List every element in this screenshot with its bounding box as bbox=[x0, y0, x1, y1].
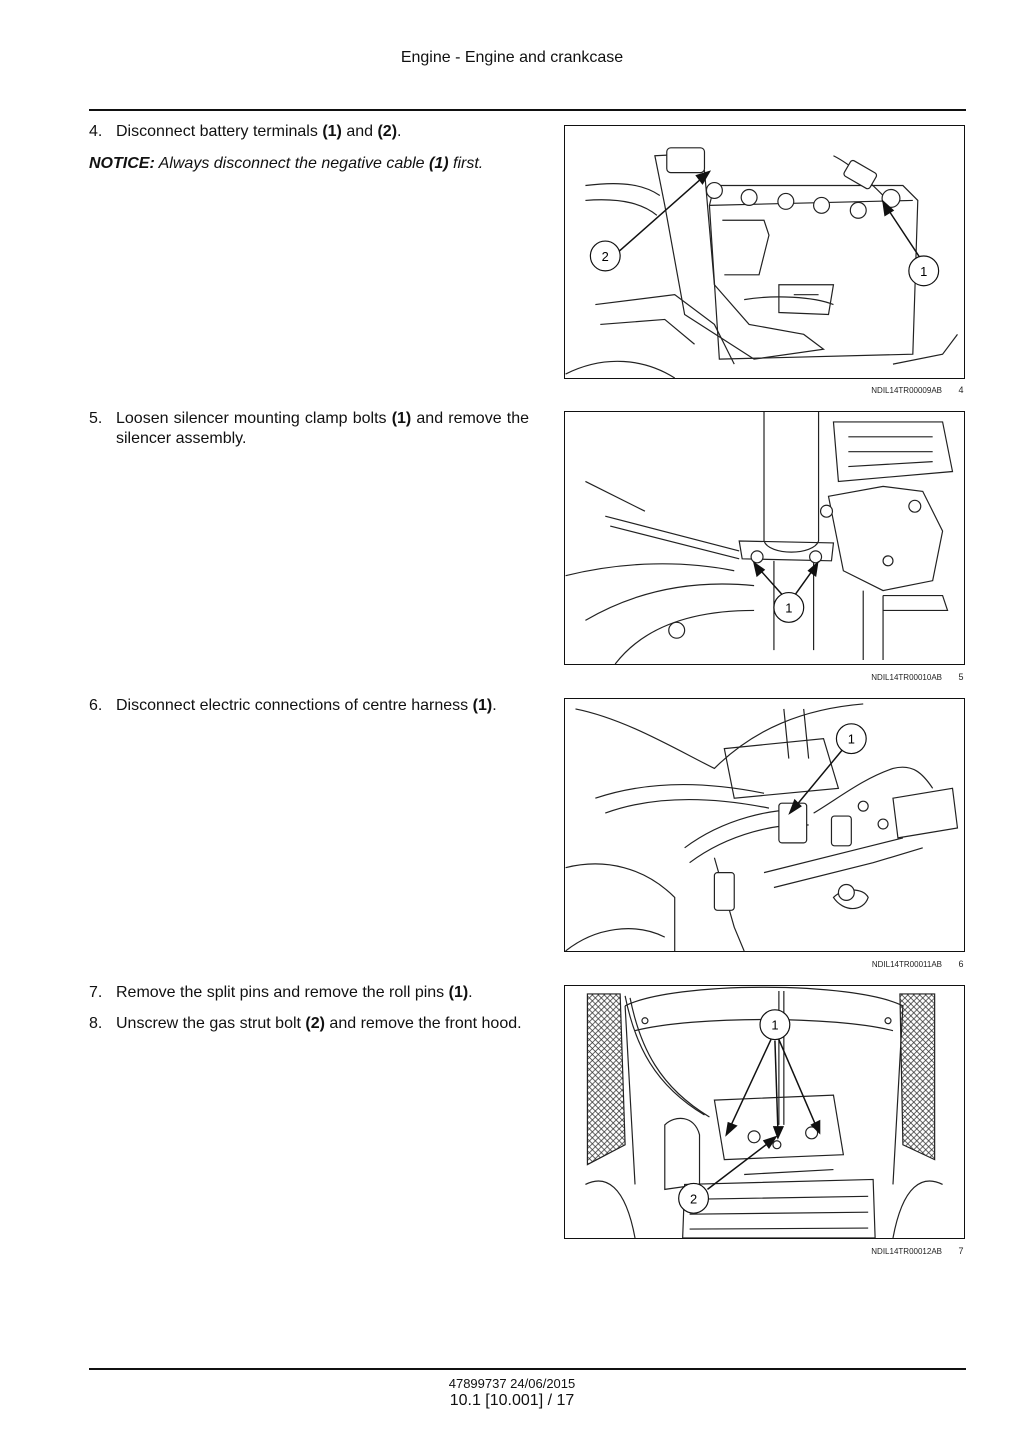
page-header-title: Engine - Engine and crankcase bbox=[400, 49, 624, 66]
callout-label: 1 bbox=[771, 1017, 779, 1033]
step-ref: (1) bbox=[472, 697, 493, 714]
step-text-part: Disconnect battery terminals bbox=[116, 123, 323, 140]
step-number: 6. bbox=[89, 697, 103, 714]
callout-1 bbox=[836, 724, 866, 754]
footer-document-reference: 47899737 24/06/2015 bbox=[448, 1376, 576, 1391]
notice bbox=[89, 155, 529, 173]
step-text-part: . bbox=[468, 984, 473, 1001]
figure-silencer-clamp bbox=[564, 411, 965, 665]
callout-label: 1 bbox=[785, 600, 793, 616]
footer-divider bbox=[89, 1368, 966, 1370]
step-ref: (2) bbox=[377, 123, 398, 140]
step-4 bbox=[89, 122, 529, 142]
step-text-part: and remove the front hood. bbox=[324, 1015, 522, 1032]
notice-text: Always disconnect the negative cable bbox=[154, 155, 430, 172]
notice-ref: (1) bbox=[429, 155, 449, 172]
callout-label: 2 bbox=[601, 248, 609, 264]
step-number: 8. bbox=[89, 1015, 103, 1032]
step-text bbox=[116, 696, 529, 716]
callout-1 bbox=[774, 593, 804, 623]
battery-illustration bbox=[565, 126, 964, 378]
step-text bbox=[116, 409, 529, 449]
step-text bbox=[116, 1014, 529, 1034]
step-text-part: Unscrew the gas strut bolt bbox=[116, 1015, 306, 1032]
step-text bbox=[116, 983, 529, 1003]
step-5 bbox=[89, 409, 529, 449]
figure-front-hood bbox=[564, 985, 965, 1239]
callout-1 bbox=[909, 256, 939, 286]
step-ref: (1) bbox=[322, 123, 342, 140]
footer-page-reference: 10.1 [10.001] / 17 bbox=[449, 1392, 575, 1409]
hood-illustration bbox=[565, 986, 964, 1238]
step-text bbox=[116, 122, 529, 142]
header-divider bbox=[89, 109, 966, 111]
step-ref: (1) bbox=[391, 410, 412, 427]
step-7 bbox=[89, 983, 529, 1003]
figure-code: NDIL14TR00011AB bbox=[871, 960, 942, 969]
figure-number: 7 bbox=[958, 1246, 964, 1256]
step-text-part: Remove the split pins and remove the roll pins bbox=[116, 984, 449, 1001]
step-ref: (1) bbox=[448, 984, 469, 1001]
notice-text-end: first. bbox=[448, 155, 484, 172]
figure-number: 4 bbox=[958, 385, 964, 395]
silencer-illustration bbox=[565, 412, 964, 664]
harness-illustration bbox=[565, 699, 964, 951]
callout-2 bbox=[590, 241, 620, 271]
step-text-part: and bbox=[341, 123, 378, 140]
callout-label: 1 bbox=[847, 731, 855, 747]
callout-label: 2 bbox=[689, 1191, 698, 1207]
figure-number: 5 bbox=[958, 672, 964, 682]
callout-label: 1 bbox=[920, 263, 928, 279]
step-text-part: Loosen silencer mounting clamp bolts bbox=[116, 410, 392, 427]
step-number: 5. bbox=[89, 410, 103, 427]
figure-number: 6 bbox=[958, 959, 964, 969]
figure-battery-terminals bbox=[564, 125, 965, 379]
step-number: 7. bbox=[89, 984, 103, 1001]
step-text-part: . bbox=[397, 123, 402, 140]
figure-code: NDIL14TR00009AB bbox=[871, 386, 942, 395]
step-text-part: Disconnect electric connections of centre harness bbox=[116, 697, 473, 714]
figure-code: NDIL14TR00010AB bbox=[871, 673, 942, 682]
figure-centre-harness bbox=[564, 698, 965, 952]
step-text-part: . bbox=[492, 697, 497, 714]
callout-1 bbox=[760, 1010, 790, 1040]
figure-code: NDIL14TR00012AB bbox=[871, 1247, 942, 1256]
step-number: 4. bbox=[89, 123, 103, 140]
step-text-part: and remove the silencer assembly. bbox=[116, 410, 529, 447]
step-ref: (2) bbox=[305, 1015, 325, 1032]
step-8 bbox=[89, 1014, 529, 1034]
callout-2 bbox=[679, 1183, 709, 1213]
notice-label: NOTICE: bbox=[89, 155, 155, 172]
step-6 bbox=[89, 696, 529, 716]
